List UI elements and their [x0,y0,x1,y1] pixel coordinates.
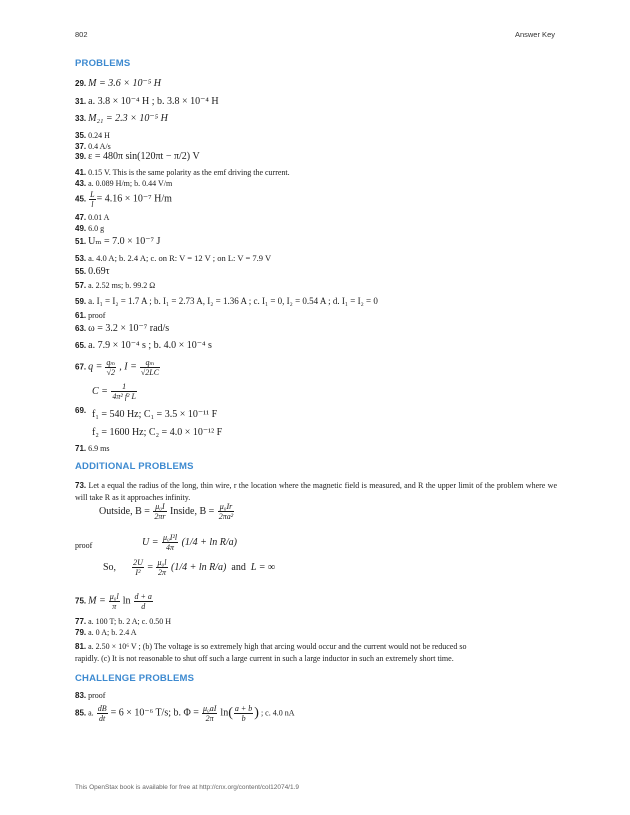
answer-number: 77. [75,617,87,626]
mutual-inductance-log-argument [134,592,153,611]
fraction-numerator: qₘ [140,358,160,368]
answer-text: 0.24 H [88,131,110,140]
charge-lhs: q = [88,361,103,373]
answer-63 [75,324,169,334]
fraction-denominator: √2 [106,368,116,377]
answer-number: 67. [75,362,87,372]
fraction-numerator: μ₀Ir [219,502,233,511]
fraction-numerator: 1 [111,382,136,392]
flux-log-argument [234,704,253,723]
answer-text: 0.69τ [88,266,110,277]
open-paren: ( [228,705,233,721]
answer-text: a. 3.8 × 10⁻⁴ H ; b. 3.8 × 10⁻⁴ H [88,96,219,107]
answer-text: ε = 480π sin(120πt − π/2) V [88,151,200,162]
part-a-label: a. [88,708,94,718]
answer-number: 85. [75,708,87,718]
answer-59 [75,296,378,307]
answer-text: a. I₁ = I₂ = 1.7 A ; b. I₁ = 2.73 A, I₂ = 1.36 A ; c. I₁ = 0, I₂ = 0.54 A ; d. I₁ = I₂ = 0 [88,296,378,306]
answer-49 [75,224,104,234]
mutual-inductance-coefficient [109,592,120,611]
answer-69-row2: f₂ = 1600 Hz; C₂ = 4.0 × 10⁻¹² F [92,427,223,438]
section-additional-problems: ADDITIONAL PROBLEMS [75,461,194,472]
answer-tail: ; c. 4.0 nA [260,708,295,718]
answer-number: 53. [75,254,87,263]
fraction-numerator: L [90,190,95,199]
fraction-denominator: 2πa² [218,512,234,521]
inductance-infinite: L = ∞ [250,561,276,573]
answer-55 [75,267,110,277]
fraction-numerator: μ₀aI [202,704,217,713]
fraction-denominator: b [241,714,246,723]
fraction-numerator: d + a [134,592,152,601]
answer-number: 63. [75,324,87,333]
answer-number: 47. [75,213,87,222]
answer-number: 71. [75,444,87,453]
answer-43 [75,179,172,189]
answer-31 [75,97,219,107]
answer-number: 33. [75,114,87,123]
answer-57 [75,281,155,291]
fraction-numerator: qₘ [106,358,116,367]
section-challenge-problems: CHALLENGE PROBLEMS [75,673,195,684]
flux-coefficient [202,704,217,723]
capacitance-lhs: C = [92,385,108,397]
charge-fraction [105,358,116,377]
answer-71 [75,444,109,454]
answer-text: a. 7.9 × 10⁻⁴ s ; b. 4.0 × 10⁻⁴ s [88,340,212,351]
fraction-denominator: 4π [166,543,175,552]
ln-label: ln [220,707,229,719]
answer-number: 65. [75,341,87,350]
answer-number: 55. [75,267,87,276]
answer-73-inductance [103,558,275,577]
answer-number: 37. [75,142,87,151]
answer-text: 0.01 A [88,213,110,222]
answer-85 [75,704,295,723]
answer-29 [75,79,161,89]
running-header: Answer Key [514,30,555,39]
answer-number: 43. [75,179,87,188]
inside-field-fraction [218,502,234,521]
answer-77 [75,617,171,627]
fraction-denominator: l [91,200,94,209]
answer-number: 81. [75,642,87,651]
fraction-denominator: 2π [205,714,214,723]
fraction-denominator: 4π² f² L [112,392,136,401]
answer-number: 39. [75,152,87,161]
answer-text: 0.15 V. This is the same polarity as the emf driving the current. [88,168,290,177]
answer-text: a. 2.52 ms; b. 99.2 Ω [88,281,156,290]
answer-text: M₂₁ = 2.3 × 10⁻⁵ H [88,113,168,124]
answer-69-row1: f₁ = 540 Hz; C₁ = 3.5 × 10⁻¹¹ F [92,409,218,420]
answer-text: proof [88,691,106,700]
fraction-denominator: 2π [157,568,166,577]
capacitance-fraction [111,382,136,401]
answer-number: 51. [75,237,87,246]
and-label: and [231,561,246,573]
energy-rhs: (1/4 + ln R/a) [181,536,237,548]
answer-73-field [99,502,235,521]
fraction-denominator: I² [135,568,141,577]
answer-text: proof [88,311,106,320]
answer-number: 41. [75,168,87,177]
inductance-rhs: (1/4 + ln R/a) [171,561,227,573]
answer-text: a. 0.089 H/m; b. 0.44 V/m [88,179,173,188]
fraction-l-over-l [89,190,95,209]
answer-text: 6.0 g [88,224,105,233]
answer-number: 29. [75,79,87,88]
energy-fraction [162,533,178,552]
fraction-denominator: d [141,602,146,611]
section-problems: PROBLEMS [75,58,131,69]
so-label: So, [103,561,117,573]
answer-number: 35. [75,131,87,140]
answer-text: 6.9 ms [88,444,110,453]
fraction-numerator: 2U [133,558,143,567]
mutual-inductance-lhs: M = [88,595,106,607]
answer-51 [75,237,160,247]
inductance-coefficient [156,558,167,577]
answer-73-intro [75,480,557,503]
answer-number: 83. [75,691,87,700]
answer-number: 61. [75,311,87,320]
answer-69-number [75,406,86,416]
answer-number: 73. [75,481,87,490]
fraction-numerator: μ₀I²l [162,533,178,542]
fraction-denominator: √2LC [140,368,160,377]
fraction-denominator: 2πr [154,512,166,521]
answer-number: 59. [75,297,87,306]
answer-text: a. 0 A; b. 2.4 A [88,628,137,637]
answer-text: M = 3.6 × 10⁻⁵ H [88,78,161,89]
fraction-numerator: a + b [234,704,253,713]
fraction-denominator: dt [99,714,106,723]
answer-text: a. 100 T; b. 2 A; c. 0.50 H [88,617,172,626]
answer-61 [75,311,105,321]
answer-47 [75,213,109,223]
answer-73-energy [142,533,237,552]
answer-65 [75,341,212,351]
answer-text: ω = 3.2 × 10⁻⁷ rad/s [88,323,170,334]
answer-53 [75,253,271,264]
answer-83 [75,691,105,701]
fraction-numerator: μ₀I [155,502,165,511]
answer-39 [75,152,200,162]
outside-field-fraction [153,502,166,521]
answer-text: Uₘ = 7.0 × 10⁻⁷ J [88,236,161,247]
answer-number: 57. [75,281,87,290]
page-number: 802 [75,30,88,39]
field-rate-rhs: = 6 × 10⁻⁶ T/s; b. Φ = [110,707,199,719]
answer-79 [75,628,137,638]
answer-41 [75,168,290,178]
inductance-fraction [132,558,144,577]
fraction-numerator: μ₀l [157,558,167,567]
answer-number: 69. [75,406,87,415]
answer-text-line1: a. 2.50 × 10⁶ V ; (b) The voltage is so extremely high that arcing would occur and the current would not be reduced so [88,642,467,651]
answer-text: a. 4.0 A; b. 2.4 A; c. on R: V = 12 V ; on L: V = 7.9 V [88,253,272,263]
answer-35 [75,131,110,141]
page-footer: This OpenStax book is available for free at http://cnx.org/content/col12074/1.9 [75,784,300,791]
answer-69-capacitance [92,382,138,401]
answer-75 [75,592,154,611]
fraction-denominator: π [112,602,117,611]
answer-number: 79. [75,628,87,637]
fraction-numerator: dB [97,704,107,713]
answer-text: Let a equal the radius of the long, thin wire, r the location where the magnetic field is measured, and R the upper limit of the problem where we will take R as it approaches infinity. [75,481,557,502]
answer-number: 45. [75,194,87,204]
ln-label: ln [122,595,131,607]
answer-73-proof-label [75,541,92,551]
fraction-numerator: μ₀l [109,592,119,601]
answer-number: 49. [75,224,87,233]
close-paren: ) [254,705,259,721]
current-fraction [140,358,160,377]
energy-lhs: U = [142,536,159,548]
answer-number: 75. [75,596,87,606]
answer-81 [75,641,557,664]
answer-67 [75,358,161,377]
answer-text-line2: rapidly. (c) It is not reasonable to shut off such a large current in such a large inductor in such an extremely short time. [75,653,454,663]
answer-45 [75,190,172,209]
answer-number: 31. [75,97,87,106]
answer-text: 0.4 A/s [88,142,111,151]
equals-sign: = [147,561,153,573]
current-lhs: , I = [119,361,137,373]
field-rate-fraction [97,704,108,723]
proof-label: proof [75,541,93,550]
answer-33 [75,114,168,124]
inside-field-lhs: Inside, B = [170,505,215,517]
answer-text: = 4.16 × 10⁻⁷ H/m [96,193,172,205]
outside-field-lhs: Outside, B = [99,505,150,517]
